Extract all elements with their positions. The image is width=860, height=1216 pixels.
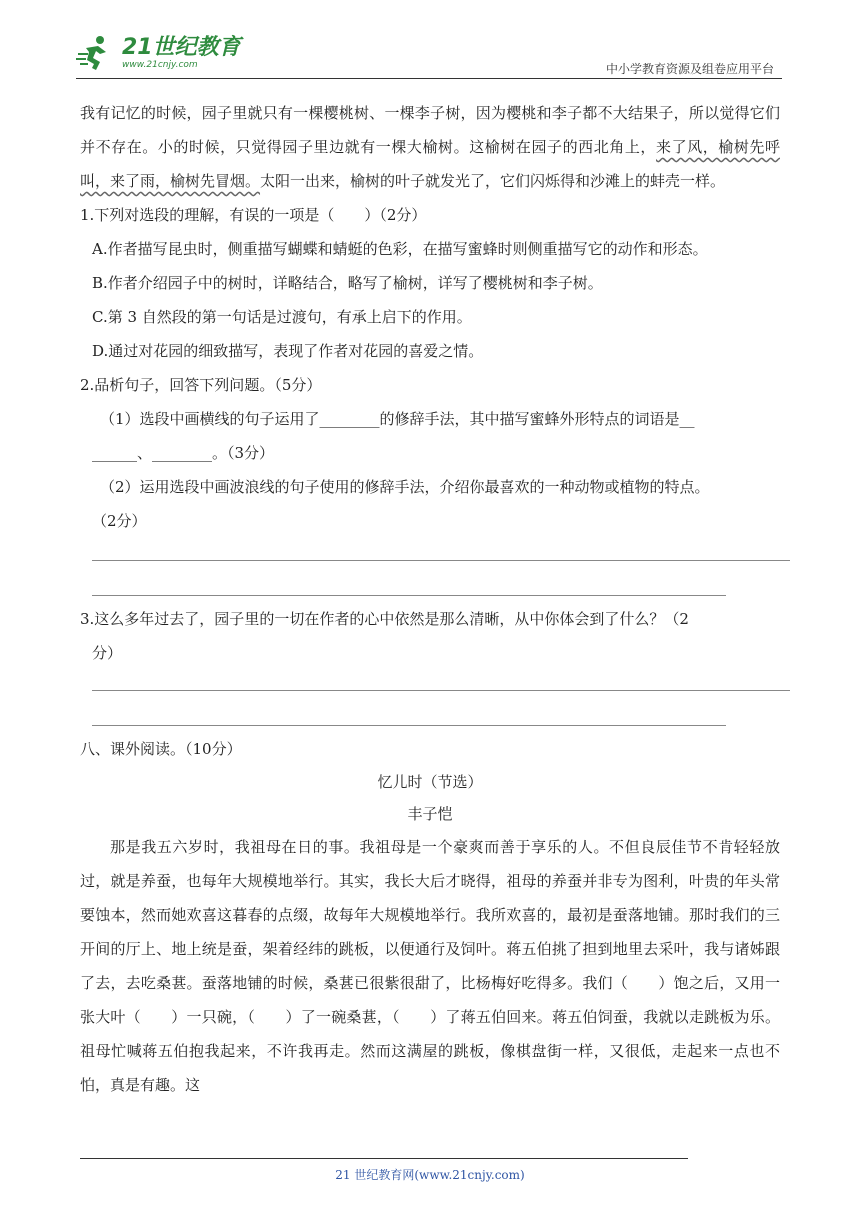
footer-link[interactable]: 21 世纪教育网(www.21cnjy.com) bbox=[335, 1168, 525, 1182]
article-title: 忆儿时（节选） bbox=[377, 773, 483, 791]
header-divider bbox=[76, 78, 782, 79]
question-2-sub1-cont: ______、________。（3分） bbox=[92, 444, 275, 462]
footer-divider bbox=[80, 1158, 688, 1159]
question-3-stem: 3.这么多年过去了，园子里的一切在作者的心中依然是那么清晰，从中你体会到了什么？（2 bbox=[80, 610, 689, 628]
question-2-stem: 2.品析句子，回答下列问题。（5分） bbox=[80, 376, 322, 394]
question-1-option-c: C.第 3 自然段的第一句话是过渡句，有承上启下的作用。 bbox=[92, 308, 472, 326]
passage-part2: 太阳一出来，榆树的叶子就发光了，它们闪烁得和沙滩上的蚌壳一样。 bbox=[260, 172, 726, 190]
page-header bbox=[76, 28, 782, 80]
section-8-heading: 八、课外阅读。（10分） bbox=[80, 740, 242, 758]
logo-title: 21世纪教育 bbox=[122, 34, 241, 60]
question-2-sub1: （1）选段中画横线的句子运用了________的修辞手法，其中描写蜜蜂外形特点的词语是__ bbox=[100, 410, 695, 428]
question-3-stem-cont: 分） bbox=[92, 644, 123, 662]
logo-subtitle: www.21cnjy.com bbox=[122, 59, 198, 70]
article-body: 那是我五六岁时，我祖母在日的事。我祖母是一个豪爽而善于享乐的人。不但良辰佳节不肯轻轻放过，就是养蚕，也每年大规模地举行。其实，我长大后才晓得，祖母的养蚕并非专为图利，叶贵的年头常要蚀本，然而她欢喜这暮春的点缀，故每年大规模地举行。我所欢喜的，最初是蚕落地铺。那时我们的三开间的厅上、地上统是蚕，架着经纬的跳板，以便通行及饲叶。蒋五伯挑了担到地里去采叶，我与诸姊跟了去，去吃桑葚。蚕落地铺的时候，桑葚已很紫很甜了，比杨梅好吃得多。我们（ ）饱之后，又用一张大叶（ ）一只碗，（ ）了一碗桑葚，（ ）了蒋五伯回来。蒋五伯饲蚕，我就以走跳板为乐。祖母忙喊蒋五伯抱我起来，不许我再走。然而这满屋的跳板，像棋盘街一样，又很低，走起来一点也不怕，真是有趣。这 bbox=[80, 838, 780, 1094]
question-1-option-b: B.作者介绍园子中的树时，详略结合，略写了榆树，详写了樱桃树和李子树。 bbox=[92, 274, 603, 292]
question-1-option-a: A.作者描写昆虫时，侧重描写蝴蝶和蜻蜓的色彩，在描写蜜蜂时则侧重描写它的动作和形态。 bbox=[92, 240, 708, 258]
platform-name: 中小学教育资源及组卷应用平台 bbox=[605, 62, 774, 76]
question-2-sub2: （2）运用选段中画波浪线的句子使用的修辞手法，介绍你最喜欢的一种动物或植物的特点。 bbox=[100, 478, 710, 496]
runner-logo-icon bbox=[76, 34, 118, 72]
site-logo[interactable] bbox=[76, 34, 241, 72]
question-1-stem: 1.下列对选段的理解，有误的一项是（ ）（2分） bbox=[80, 206, 427, 224]
article-author: 丰子恺 bbox=[407, 805, 453, 823]
passage-part1: 我有记忆的时候，园子里就只有一棵樱桃树、一棵李子树，因为樱桃和李子都不大结果子，所以觉得它们并不存在。小的时候，只觉得园子里边就有一棵大榆树。这榆树在园子的西北角上， bbox=[80, 104, 780, 156]
question-1-option-d: D.通过对花园的细致描写，表现了作者对花园的喜爱之情。 bbox=[92, 342, 484, 360]
passage bbox=[80, 96, 780, 198]
passage-wavy-sentence: 来了风，榆树先呼叫，来了雨，榆树先冒烟。 bbox=[80, 138, 780, 190]
main-content bbox=[80, 96, 780, 1102]
question-2-sub2-cont: （2分） bbox=[92, 512, 147, 530]
